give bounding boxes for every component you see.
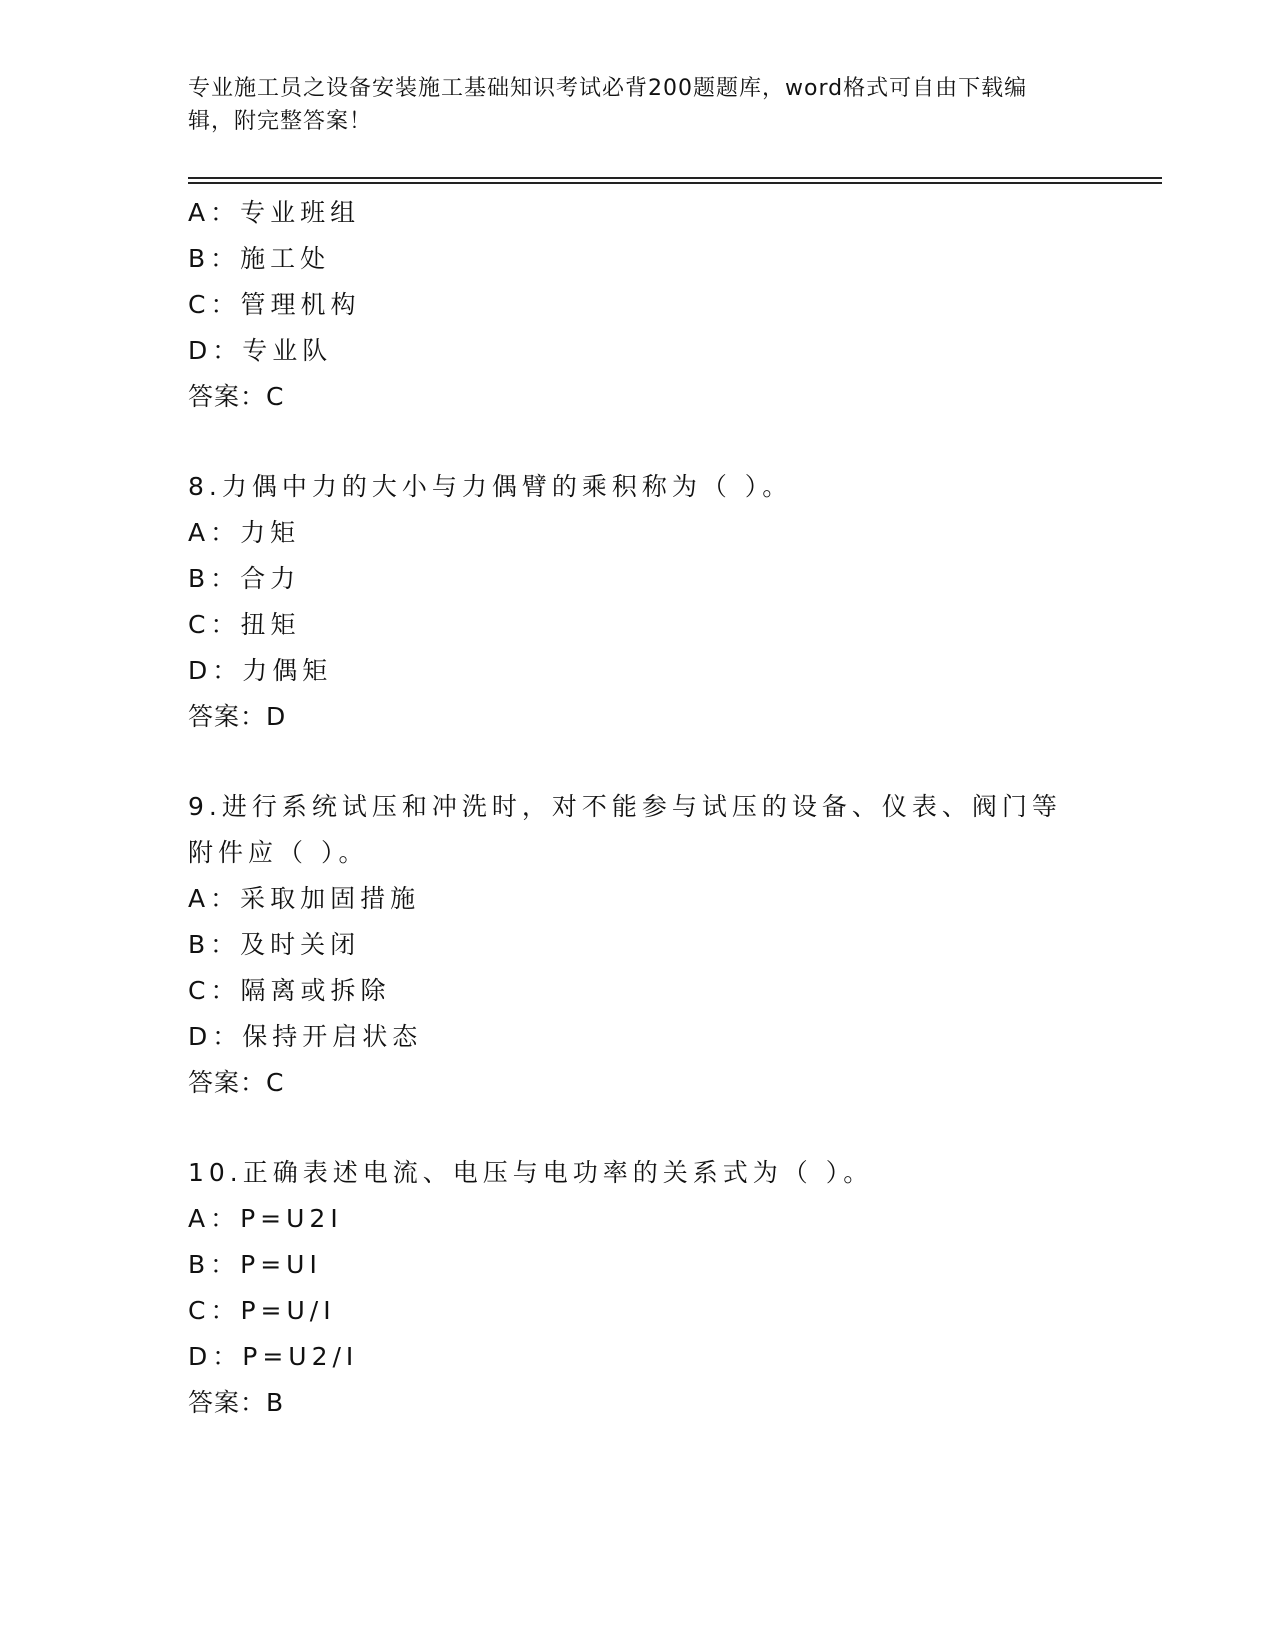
question-list	[188, 190, 1088, 1426]
option-a: A：力矩	[188, 518, 301, 547]
option-c: C：P=U/I	[188, 1296, 336, 1325]
option-b: B：合力	[188, 564, 301, 593]
answer: 答案：C	[188, 382, 285, 411]
question-8	[188, 464, 1088, 740]
header-divider-bottom	[188, 182, 1162, 184]
answer: 答案：C	[188, 1068, 285, 1097]
option-d: D：力偶矩	[188, 656, 333, 685]
option-d: D：专业队	[188, 336, 333, 365]
option-d: D：P=U2/I	[188, 1342, 359, 1371]
option-d: D：保持开启状态	[188, 1022, 423, 1051]
answer: 答案：D	[188, 702, 287, 731]
question-text: 8.力偶中力的大小与力偶臂的乘积称为（ ）。	[188, 472, 793, 501]
question-10	[188, 1150, 1088, 1426]
question-7	[188, 190, 1088, 420]
answer: 答案：B	[188, 1388, 285, 1417]
option-a: A：P=U2I	[188, 1204, 343, 1233]
document-header: 专业施工员之设备安装施工基础知识考试必背200题题库，word格式可自由下载编辑，附完整答案！	[188, 76, 1028, 134]
option-b: B：施工处	[188, 244, 331, 273]
option-b: B：P=UI	[188, 1250, 322, 1279]
question-text: 9.进行系统试压和冲洗时，对不能参与试压的设备、仪表、阀门等附件应（ ）。	[188, 792, 1062, 867]
option-b: B：及时关闭	[188, 930, 361, 959]
option-c: C：管理机构	[188, 290, 361, 319]
question-text: 10.正确表述电流、电压与电功率的关系式为（ ）。	[188, 1158, 874, 1187]
option-a: A：采取加固措施	[188, 884, 421, 913]
option-c: C：隔离或拆除	[188, 976, 391, 1005]
option-c: C：扭矩	[188, 610, 301, 639]
header-divider-top	[188, 177, 1162, 179]
option-a: A：专业班组	[188, 198, 361, 227]
question-9	[188, 784, 1088, 1106]
